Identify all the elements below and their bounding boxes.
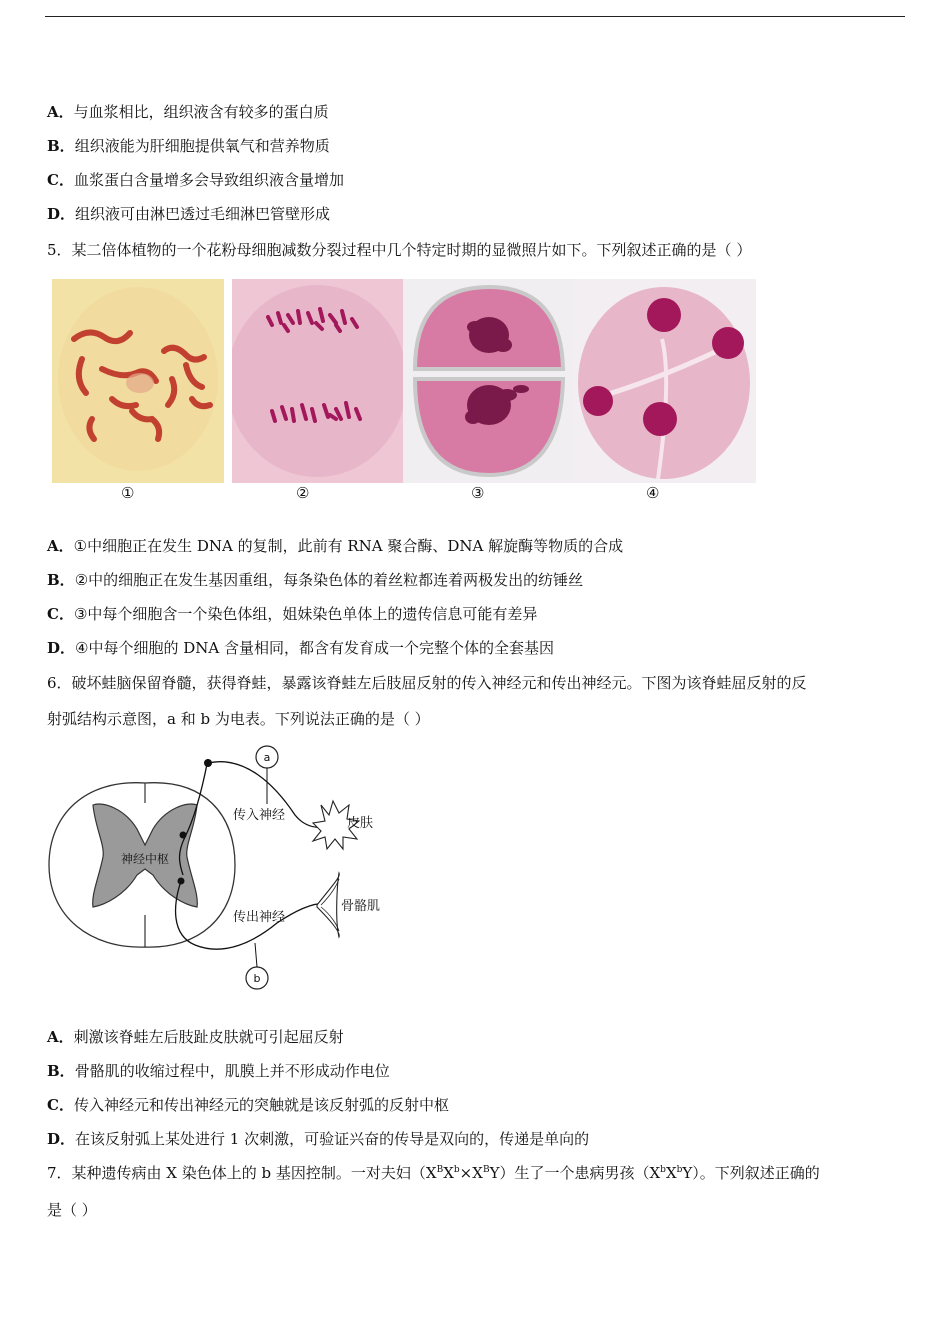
micrograph-row	[52, 279, 756, 484]
option-q5-c: C．③中每个细胞含一个染色体组，姐妹染色单体上的遗传信息可能有差异	[47, 605, 538, 623]
question-5-stem: 5．某二倍体植物的一个花粉母细胞减数分裂过程中几个特定时期的显微照片如下。下列叙述正确的是（ ）	[47, 241, 752, 259]
option-q5-d: D．④中每个细胞的 DNA 含量相同，都含有发育成一个完整个体的全套基因	[47, 639, 554, 657]
muscle-label: 骨骼肌	[341, 899, 381, 914]
option-q4-b: B．组织液能为肝细胞提供氧气和营养物质	[47, 137, 330, 155]
skin-label: 皮肤	[347, 816, 374, 831]
option-q4-c: C．血浆蛋白含量增多会导致组织液含量增加	[47, 171, 344, 189]
efferent-label: 传出神经	[233, 910, 286, 925]
option-q6-d: D．在该反射弧上某处进行 1 次刺激，可验证兴奋的传导是双向的，传递是单向的	[47, 1130, 590, 1148]
option-q6-b: B．骨骼肌的收缩过程中，肌膜上并不形成动作电位	[47, 1062, 390, 1080]
option-q6-a: A．刺激该脊蛙左后肢趾皮肤就可引起屈反射	[47, 1028, 344, 1046]
option-q5-a: A．①中细胞正在发生 DNA 的复制，此前有 RNA 聚合酶、DNA 解旋酶等物质的合成	[47, 537, 624, 555]
header-rule	[45, 16, 905, 17]
option-q4-a: A．与血浆相比，组织液含有较多的蛋白质	[47, 103, 329, 121]
option-q6-c: C．传入神经元和传出神经元的突触就是该反射弧的反射中枢	[47, 1096, 449, 1114]
muscle-icon	[317, 873, 339, 937]
micrograph-label-3: ③	[471, 484, 485, 502]
option-q5-b: B．②中的细胞正在发生基因重组，每条染色体的着丝粒都连着两极发出的纺锤丝	[47, 571, 584, 589]
svg-text:a: a	[263, 751, 271, 764]
question-7-stem-line1: 7．某种遗传病由 X 染色体上的 b 基因控制。一对夫妇$(X^BX^b\times X^BY)$生了一个患病男孩$(X^bX^bY)$。下列叙述正确的	[47, 1164, 820, 1182]
micrograph-label-2: ②	[296, 484, 310, 502]
question-7-stem-line2: 是（ ）	[47, 1201, 97, 1219]
svg-text:b: b	[253, 972, 261, 985]
center-label: 神经中枢	[120, 852, 170, 866]
micrograph-3	[403, 279, 572, 483]
micrograph-2	[232, 279, 403, 483]
question-6-stem-line2: 射弧结构示意图，a 和 b 为电表。下列说法正确的是（ ）	[47, 710, 430, 728]
afferent-label: 传入神经	[233, 808, 286, 823]
micrograph-1	[52, 279, 224, 483]
question-6-stem-line1: 6．破坏蛙脑保留脊髓，获得脊蛙，暴露该脊蛙左后肢屈反射的传入神经元和传出神经元。下图为该脊蛙屈反射的反	[47, 674, 807, 692]
reflex-arc-diagram	[45, 745, 395, 993]
option-q4-d: D．组织液可由淋巴透过毛细淋巴管壁形成	[47, 205, 331, 223]
micrograph-4	[572, 279, 756, 483]
micrograph-label-1: ①	[121, 484, 135, 502]
micrograph-label-4: ④	[646, 484, 660, 502]
